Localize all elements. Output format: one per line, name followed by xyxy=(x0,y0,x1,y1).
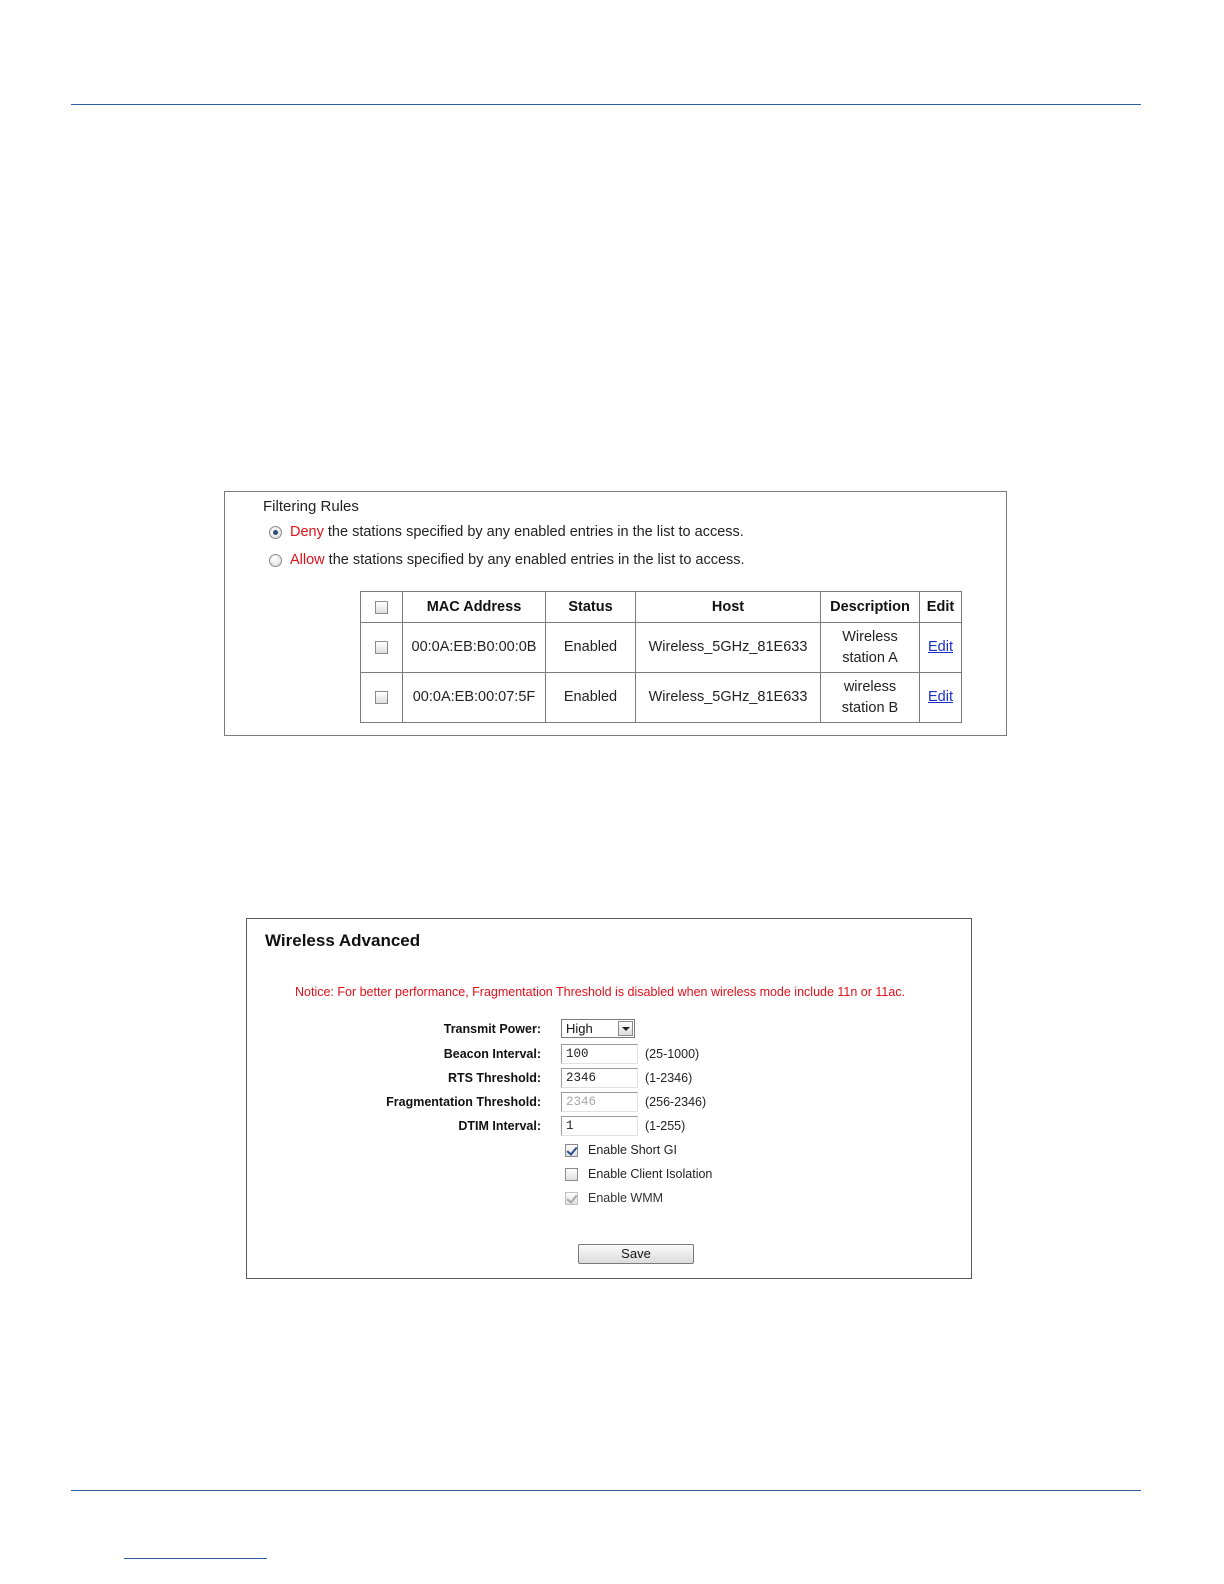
allow-radio[interactable] xyxy=(269,554,282,567)
header-rule xyxy=(71,104,1141,105)
description-line-1: Wireless xyxy=(842,628,898,645)
select-all-cell xyxy=(361,592,403,623)
status-cell: Enabled xyxy=(546,673,636,723)
wmm-checkbox xyxy=(565,1192,578,1205)
description-line-2: station A xyxy=(842,649,898,666)
deny-keyword: Deny xyxy=(290,524,324,540)
table-row xyxy=(361,623,962,673)
client-isolation-checkbox[interactable] xyxy=(565,1168,578,1181)
host-cell: Wireless_5GHz_81E633 xyxy=(636,673,821,723)
description-line-2: station B xyxy=(841,699,899,716)
dtim-interval-range: (1-255) xyxy=(645,1119,686,1133)
mac-address-cell: 00:0A:EB:B0:00:0B xyxy=(403,623,546,673)
deny-description: the stations specified by any enabled entries in the list to access. xyxy=(323,524,744,540)
row-checkbox[interactable] xyxy=(375,641,388,654)
client-isolation-label: Enable Client Isolation xyxy=(588,1167,713,1181)
dtim-interval-input[interactable]: 1 xyxy=(561,1116,638,1136)
rts-threshold-input[interactable]: 2346 xyxy=(561,1068,638,1088)
edit-header: Edit xyxy=(920,592,962,623)
short-gi-checkbox[interactable] xyxy=(565,1144,578,1157)
footer-rule xyxy=(71,1490,1141,1491)
fragmentation-threshold-row xyxy=(247,1092,971,1114)
edit-link[interactable]: Edit xyxy=(928,639,953,655)
beacon-interval-label: Beacon Interval: xyxy=(443,1047,541,1061)
notice-text: Notice: For better performance, Fragmentation Threshold is disabled when wireless mode include 11n or 11ac. xyxy=(295,985,906,999)
client-isolation-option[interactable] xyxy=(565,1167,712,1181)
chevron-down-icon[interactable] xyxy=(618,1021,633,1036)
host-cell: Wireless_5GHz_81E633 xyxy=(636,623,821,673)
short-gi-option[interactable] xyxy=(565,1143,677,1157)
table-header-row xyxy=(361,592,962,623)
filtering-rules-title: Filtering Rules xyxy=(263,498,359,515)
allow-option[interactable] xyxy=(269,552,745,568)
rts-threshold-label: RTS Threshold: xyxy=(447,1071,541,1085)
footer-short-rule xyxy=(124,1558,267,1559)
transmit-power-label: Transmit Power: xyxy=(443,1022,541,1036)
transmit-power-value: High xyxy=(566,1021,593,1036)
allow-keyword: Allow xyxy=(290,552,325,568)
beacon-interval-row xyxy=(247,1044,971,1066)
transmit-power-select[interactable] xyxy=(561,1019,635,1038)
row-select-cell xyxy=(361,623,403,673)
description-line-1: wireless xyxy=(843,678,897,695)
row-select-cell xyxy=(361,673,403,723)
rts-threshold-range: (1-2346) xyxy=(645,1071,693,1085)
fragmentation-threshold-label: Fragmentation Threshold: xyxy=(386,1095,541,1109)
wireless-advanced-title: Wireless Advanced xyxy=(265,931,421,950)
select-all-checkbox[interactable] xyxy=(375,601,388,614)
wmm-label: Enable WMM xyxy=(588,1191,664,1205)
row-checkbox[interactable] xyxy=(375,691,388,704)
dtim-interval-label: DTIM Interval: xyxy=(458,1119,541,1133)
table-row xyxy=(361,673,962,723)
fragmentation-threshold-range: (256-2346) xyxy=(645,1095,707,1109)
allow-description: the stations specified by any enabled entries in the list to access. xyxy=(324,552,745,568)
deny-radio[interactable] xyxy=(269,526,282,539)
mac-address-cell: 00:0A:EB:00:07:5F xyxy=(403,673,546,723)
description-cell xyxy=(821,673,920,723)
rts-threshold-row xyxy=(247,1068,971,1090)
description-cell xyxy=(821,623,920,673)
wireless-advanced-panel xyxy=(246,918,972,1279)
deny-option[interactable] xyxy=(269,524,744,540)
wmm-option xyxy=(565,1191,663,1205)
beacon-interval-input[interactable]: 100 xyxy=(561,1044,638,1064)
beacon-interval-range: (25-1000) xyxy=(645,1047,700,1061)
host-header: Host xyxy=(636,592,821,623)
save-button[interactable]: Save xyxy=(578,1244,694,1264)
description-header: Description xyxy=(821,592,920,623)
mac-filter-table xyxy=(360,591,962,723)
mac-address-header: MAC Address xyxy=(403,592,546,623)
edit-link[interactable]: Edit xyxy=(928,689,953,705)
short-gi-label: Enable Short GI xyxy=(588,1143,677,1157)
status-header: Status xyxy=(546,592,636,623)
dtim-interval-row xyxy=(247,1116,971,1138)
edit-cell xyxy=(920,623,962,673)
transmit-power-row xyxy=(247,1019,971,1041)
filtering-rules-panel xyxy=(224,491,1007,736)
fragmentation-threshold-input: 2346 xyxy=(561,1092,638,1112)
edit-cell xyxy=(920,673,962,723)
status-cell: Enabled xyxy=(546,623,636,673)
